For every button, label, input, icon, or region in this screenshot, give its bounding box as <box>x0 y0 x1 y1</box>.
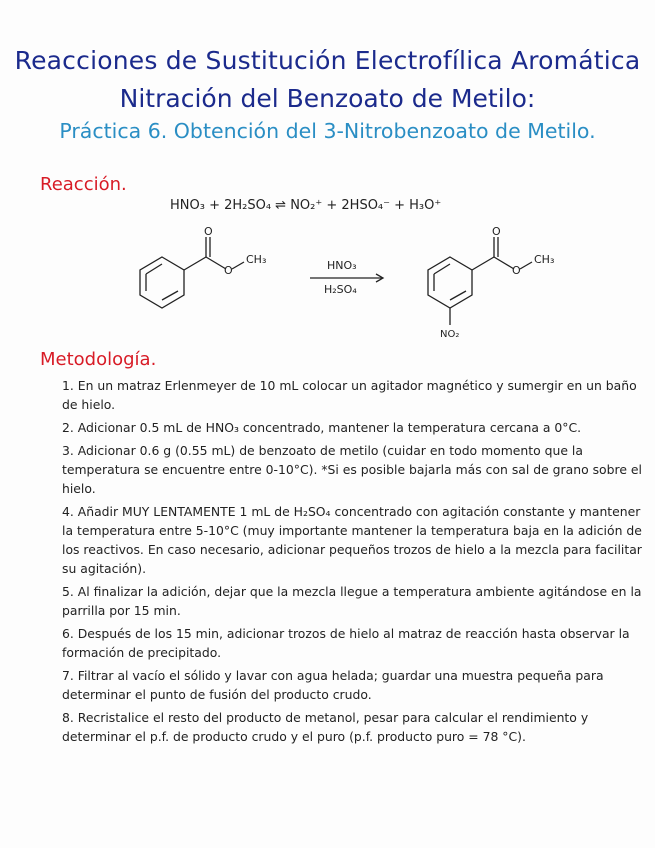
procedure-step: 7. Filtrar al vacío el sólido y lavar con agua helada; guardar una muestra pequeña para determinar el punto de fusión del producto crudo. <box>62 668 604 702</box>
reaccion-heading: Reacción. <box>40 174 127 195</box>
title-line-2: Nitración del Benzoato de Metilo: <box>119 84 536 113</box>
svg-text:O: O <box>512 264 521 277</box>
procedure-step: 3. Adicionar 0.6 g (0.55 mL) de benzoato de metilo (cuidar en todo momento que la temperatura se encuentre entre 0-10°C). *Si es posible bajarla más con sal de grano sobre el hielo. <box>62 443 642 496</box>
svg-text:O: O <box>204 225 213 238</box>
metodologia-heading: Metodología. <box>40 349 157 370</box>
product-methyl-label: CH₃ <box>534 253 555 266</box>
reaction-scheme <box>120 225 580 350</box>
reagent-bottom-label: H₂SO₄ <box>324 283 357 296</box>
procedure-step: 8. Recristalice el resto del producto de metanol, pesar para calcular el rendimiento y determinar el p.f. de producto crudo y el puro (p.f. producto puro = 78 °C). <box>62 710 589 744</box>
title-line-1: Reacciones de Sustitución Electrofílica Aromática <box>14 46 641 75</box>
reaction-equation: HNO₃ + 2H₂SO₄ ⇌ NO₂⁺ + 2HSO₄⁻ + H₃O⁺ <box>170 198 442 213</box>
product-nitro-label: NO₂ <box>440 329 460 340</box>
procedure-steps <box>62 376 642 750</box>
svg-text:O: O <box>492 225 501 238</box>
reagent-top-label: HNO₃ <box>327 259 357 272</box>
procedure-step: 6. Después de los 15 min, adicionar trozos de hielo al matraz de reacción hasta observar la formación de precipitado. <box>62 626 630 660</box>
title-line-3: Práctica 6. Obtención del 3-Nitrobenzoato de Metilo. <box>59 119 596 143</box>
procedure-step: 5. Al finalizar la adición, dejar que la mezcla llegue a temperatura ambiente agitándose en la parrilla por 15 min. <box>62 584 642 618</box>
procedure-step: 2. Adicionar 0.5 mL de HNO₃ concentrado, mantener la temperatura cercana a 0°C. <box>62 420 582 435</box>
svg-text:O: O <box>224 264 233 277</box>
reactant-methyl-label: CH₃ <box>246 253 267 266</box>
procedure-step: 4. Añadir MUY LENTAMENTE 1 mL de H₂SO₄ concentrado con agitación constante y mantener la temperatura entre 5-10°C (muy importante mantener la temperatura baja en la adición de los reactivos. En caso necesario, adicionar pequeños trozos de hielo a la mezcla para facilitar su agitación). <box>62 504 642 576</box>
procedure-step: 1. En un matraz Erlenmeyer de 10 mL colocar un agitador magnético y sumergir en un baño de hielo. <box>62 378 637 412</box>
